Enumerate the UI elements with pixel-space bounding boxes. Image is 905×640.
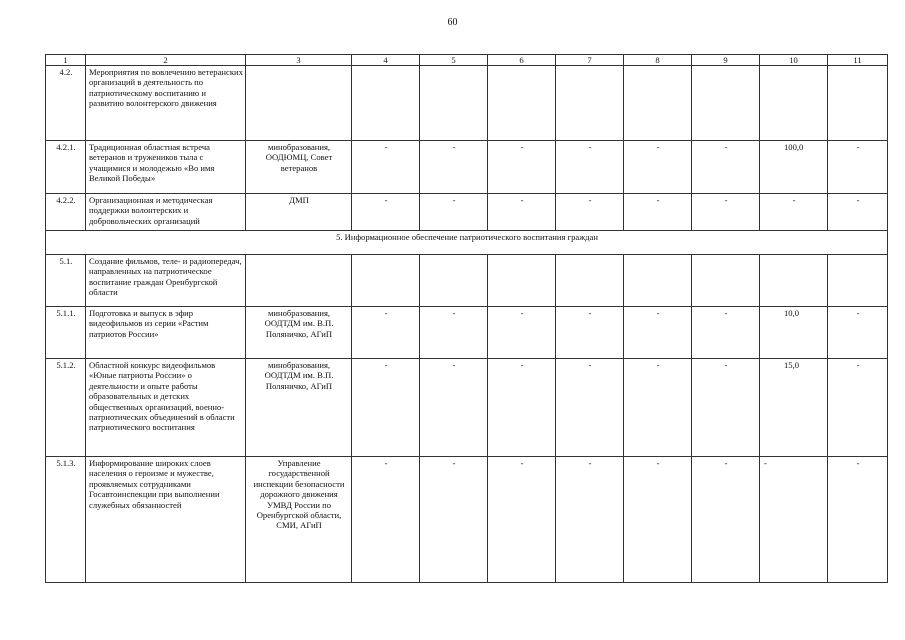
value-cell: - bbox=[352, 457, 420, 583]
value-cell: - bbox=[420, 141, 488, 194]
header-cell: 5 bbox=[420, 55, 488, 66]
value-cell: - bbox=[692, 141, 760, 194]
value-cell: 10,0 bbox=[760, 307, 828, 359]
row-name: Традиционная областная встреча ветеранов и тружеников тыла с учащимися и молодежью «Во имя Великой Победы» bbox=[86, 141, 246, 194]
value-cell: - bbox=[420, 307, 488, 359]
value-cell bbox=[420, 255, 488, 307]
table-row bbox=[46, 255, 888, 307]
value-cell bbox=[556, 66, 624, 141]
value-cell bbox=[828, 255, 888, 307]
header-cell: 2 bbox=[86, 55, 246, 66]
value-cell: - bbox=[760, 194, 828, 231]
value-cell: - bbox=[556, 457, 624, 583]
value-cell: - bbox=[624, 457, 692, 583]
header-cell: 8 bbox=[624, 55, 692, 66]
header-cell: 10 bbox=[760, 55, 828, 66]
value-cell bbox=[488, 66, 556, 141]
section-row bbox=[46, 231, 888, 255]
row-executor bbox=[246, 66, 352, 141]
row-number: 4.2.2. bbox=[46, 194, 86, 231]
value-cell: - bbox=[420, 194, 488, 231]
value-cell: - bbox=[488, 141, 556, 194]
value-cell: - bbox=[352, 141, 420, 194]
program-table bbox=[45, 54, 888, 583]
row-executor: минобразования, ООДТДМ им. В.П. Поляничко, АГиП bbox=[246, 359, 352, 457]
row-number: 4.2. bbox=[46, 66, 86, 141]
row-number: 4.2.1. bbox=[46, 141, 86, 194]
value-cell: - bbox=[692, 307, 760, 359]
value-cell: - bbox=[624, 359, 692, 457]
table-row bbox=[46, 457, 888, 583]
row-executor bbox=[246, 255, 352, 307]
value-cell: 15,0 bbox=[760, 359, 828, 457]
header-cell: 9 bbox=[692, 55, 760, 66]
row-name: Организационная и методическая поддержки волонтерских и добровольческих организаций bbox=[86, 194, 246, 231]
value-cell: - bbox=[556, 141, 624, 194]
value-cell bbox=[352, 66, 420, 141]
value-cell bbox=[352, 255, 420, 307]
value-cell: 100,0 bbox=[760, 141, 828, 194]
row-number: 5.1.2. bbox=[46, 359, 86, 457]
value-cell: - bbox=[828, 307, 888, 359]
header-cell: 4 bbox=[352, 55, 420, 66]
value-cell: - bbox=[420, 457, 488, 583]
row-name: Областной конкурс видеофильмов «Юные патриоты России» о деятельности и опыте работы образовательных и детских общественных организаций, военно-патриотических объединений в области патриотического воспитания bbox=[86, 359, 246, 457]
value-cell: - bbox=[828, 457, 888, 583]
value-cell bbox=[760, 66, 828, 141]
value-cell bbox=[488, 255, 556, 307]
value-cell bbox=[556, 255, 624, 307]
header-cell: 7 bbox=[556, 55, 624, 66]
table-row bbox=[46, 141, 888, 194]
table-row bbox=[46, 66, 888, 141]
header-cell: 1 bbox=[46, 55, 86, 66]
value-cell: - bbox=[624, 194, 692, 231]
value-cell: - bbox=[624, 141, 692, 194]
value-cell: - bbox=[692, 359, 760, 457]
value-cell bbox=[624, 255, 692, 307]
value-cell: - bbox=[556, 359, 624, 457]
value-cell: - bbox=[828, 141, 888, 194]
header-cell: 3 bbox=[246, 55, 352, 66]
section-title: 5. Информационное обеспечение патриотического воспитания граждан bbox=[46, 231, 888, 255]
header-row bbox=[46, 55, 888, 66]
value-cell: - bbox=[692, 457, 760, 583]
value-cell bbox=[420, 66, 488, 141]
row-name: Подготовка и выпуск в эфир видеофильмов из серии «Растим патриотов России» bbox=[86, 307, 246, 359]
value-cell bbox=[692, 255, 760, 307]
value-cell bbox=[828, 66, 888, 141]
row-name: Мероприятия по вовлечению ветеранских организаций в деятельность по патриотическому воспитанию и развитию волонтерского движения bbox=[86, 66, 246, 141]
value-cell: - bbox=[352, 359, 420, 457]
row-executor: ДМП bbox=[246, 194, 352, 231]
value-cell: - bbox=[556, 194, 624, 231]
row-number: 5.1.1. bbox=[46, 307, 86, 359]
value-cell: - bbox=[488, 194, 556, 231]
value-cell: - bbox=[828, 359, 888, 457]
row-executor: минобразования, ООДТДМ им. В.П. Поляничко, АГиП bbox=[246, 307, 352, 359]
header-cell: 11 bbox=[828, 55, 888, 66]
value-cell bbox=[692, 66, 760, 141]
value-cell bbox=[624, 66, 692, 141]
row-executor: Управление государственной инспекции безопасности дорожного движения УМВД России по Оренбургской области, СМИ, АГиП bbox=[246, 457, 352, 583]
value-cell: - bbox=[488, 359, 556, 457]
header-cell: 6 bbox=[488, 55, 556, 66]
table-row bbox=[46, 307, 888, 359]
value-cell: - bbox=[488, 307, 556, 359]
value-cell: - bbox=[352, 194, 420, 231]
value-cell: - bbox=[556, 307, 624, 359]
value-cell bbox=[760, 255, 828, 307]
value-cell: - bbox=[488, 457, 556, 583]
value-cell: - bbox=[420, 359, 488, 457]
value-cell: - bbox=[828, 194, 888, 231]
value-cell: - bbox=[760, 457, 828, 583]
value-cell: - bbox=[624, 307, 692, 359]
row-name: Создание фильмов, теле- и радиопередач, направленных на патриотическое воспитание граждан Оренбургской области bbox=[86, 255, 246, 307]
table-row bbox=[46, 359, 888, 457]
row-number: 5.1. bbox=[46, 255, 86, 307]
table-row bbox=[46, 194, 888, 231]
value-cell: - bbox=[692, 194, 760, 231]
page-number: 60 bbox=[447, 17, 458, 28]
row-number: 5.1.3. bbox=[46, 457, 86, 583]
row-name: Информирование широких слоев населения о героизме и мужестве, проявляемых сотрудниками Госавтоинспекции при выполнении служебных обязанностей bbox=[86, 457, 246, 583]
row-executor: минобразования, ООДЮМЦ, Совет ветеранов bbox=[246, 141, 352, 194]
value-cell: - bbox=[352, 307, 420, 359]
